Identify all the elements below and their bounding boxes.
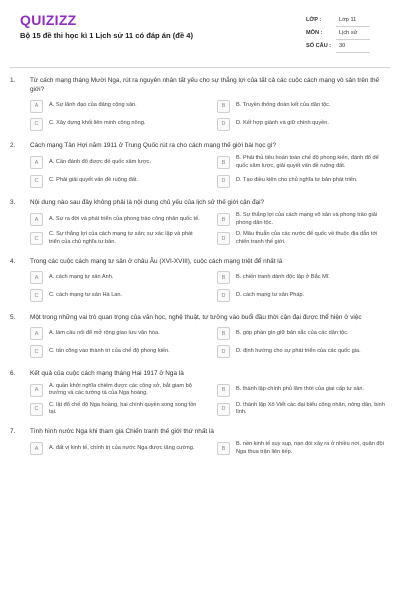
option-letter: B — [217, 442, 230, 455]
option-text: B. Sự thắng lợi của cách mạng vô sản và phong trào giải phóng dân tộc. — [236, 212, 378, 226]
answer-option-b[interactable] — [217, 212, 390, 227]
meta-key: MÔN : — [306, 30, 323, 36]
option-text: B. góp phần gìn giữ bản sắc của các dân tộc. — [236, 329, 349, 336]
meta-value: Lịch sử — [336, 27, 370, 40]
option-text: A. Sự ra đời và phát triển của phong trào công nhân quốc tế. — [49, 215, 200, 222]
option-text: A. quần khởi nghĩa chiếm được các công sở, bắt giam bộ trưởng và các tướng tá của Nga hoàng. — [49, 382, 192, 397]
option-text: A. cách mạng tư sản Anh. — [49, 273, 114, 280]
option-letter: D — [217, 232, 230, 245]
option-letter: C — [30, 403, 43, 416]
worksheet-meta — [306, 14, 370, 53]
question-text: Từ cách mạng tháng Mười Nga, rút ra nguyên nhân tất yếu cho sự thắng lợi của tất cả các cuộc cách mạng vô sản trên thế giới? — [30, 77, 380, 93]
meta-value: Lớp 11 — [336, 14, 370, 27]
option-text: C. cách mạng tư sản Hà Lan. — [49, 291, 123, 298]
answer-option-b[interactable] — [217, 383, 390, 398]
option-text: B. Phải thủ tiêu hoàn toàn chế độ phong kiến, đánh đổ đế quốc xâm lược, giải quyết vấn đề ruộng đất. — [236, 155, 379, 169]
question-text: Trong các cuộc cách mạng tư sản ở châu Âu (XVI-XVIII), cuộc cách mạng triệt để nhất là — [30, 257, 283, 265]
option-letter: B — [217, 156, 230, 169]
option-letter: C — [30, 232, 43, 245]
option-letter: B — [217, 213, 230, 226]
option-text: A. Cần đánh đổ được đế quốc xâm lược. — [49, 158, 151, 165]
question-2 — [10, 141, 390, 188]
option-text: C. Xây dựng khối liên minh công nông. — [49, 120, 146, 127]
answer-option-b[interactable] — [217, 99, 390, 113]
worksheet-header — [10, 0, 390, 64]
answer-option-b[interactable] — [217, 271, 390, 285]
meta-row-count — [306, 40, 370, 53]
question-1 — [10, 76, 390, 131]
option-text: B. thành lập chính phủ lâm thời của giai cấp tư sản. — [236, 386, 365, 393]
option-letter: A — [30, 271, 43, 284]
option-letter: B — [217, 327, 230, 340]
question-text: Cách mạng Tân Hợi năm 1911 ở Trung Quốc rút ra cho cách mạng thế giới bài học gì? — [30, 142, 277, 149]
option-letter: D — [217, 118, 230, 131]
option-letter: D — [217, 289, 230, 302]
answer-option-d[interactable] — [217, 289, 390, 303]
option-letter: C — [30, 118, 43, 131]
question-text: Một trong những vai trò quan trọng của văn học, nghệ thuật, tư tưởng vào buổi đầu thời cận đại được thể hiện ở việc — [30, 313, 362, 321]
option-letter: D — [217, 345, 230, 358]
option-letter: A — [30, 384, 43, 397]
option-letter: A — [30, 100, 43, 113]
answer-option-d[interactable] — [217, 345, 390, 359]
answer-option-a[interactable] — [30, 99, 203, 113]
question-number: 4. — [10, 257, 16, 265]
answer-option-d[interactable] — [217, 402, 390, 417]
answer-option-c[interactable] — [30, 402, 203, 417]
answer-option-d[interactable] — [217, 117, 390, 131]
option-text: A. làm cầu nối để mở rộng giao lưu văn hóa. — [49, 329, 160, 336]
answer-option-a[interactable] — [30, 155, 203, 170]
quizizz-logo: QUIZIZZ — [20, 12, 77, 28]
answer-option-d[interactable] — [217, 231, 390, 246]
answer-option-a[interactable] — [30, 441, 203, 456]
question-7 — [10, 427, 390, 456]
answer-option-c[interactable] — [30, 174, 203, 188]
question-number: 5. — [10, 313, 16, 321]
meta-key: LỚP : — [306, 17, 322, 23]
answer-option-a[interactable] — [30, 271, 203, 285]
answer-option-a[interactable] — [30, 327, 203, 341]
option-text: B. nền kinh tế suy sụp, nạn đói xảy ra ở nhiều nơi, quân đội Nga thua trận liên tiếp. — [236, 440, 384, 455]
option-letter: D — [217, 175, 230, 188]
question-number: 6. — [10, 369, 16, 377]
question-text: Kết quả của cuộc cách mạng tháng Hai 1917 ở Nga là — [30, 369, 184, 377]
question-number: 7. — [10, 427, 16, 435]
option-text: A. Sự lãnh đạo của đảng cộng sản. — [49, 102, 137, 109]
option-letter: A — [30, 156, 43, 169]
answer-option-c[interactable] — [30, 289, 203, 303]
option-letter: A — [30, 442, 43, 455]
question-4 — [10, 257, 390, 303]
question-number: 1. — [10, 77, 16, 84]
option-letter: C — [30, 345, 43, 358]
option-letter: C — [30, 175, 43, 188]
meta-row-subject — [306, 27, 370, 40]
option-text: C. lật đổ chế độ Nga hoàng, hai chính quyền song song tồn tại. — [49, 401, 197, 416]
option-letter: C — [30, 289, 43, 302]
answer-option-b[interactable] — [217, 155, 390, 170]
question-number: 2. — [10, 142, 16, 149]
option-letter: D — [217, 403, 230, 416]
worksheet-title: Bộ 15 đề thi học kì 1 Lịch sử 11 có đáp án (đề 4) — [20, 31, 194, 40]
option-text: C. Sự thắng lợi của cách mạng tư sản; sự xác lập và phát triển của chủ nghĩa tư bản. — [49, 231, 193, 245]
option-text: B. chiến tranh dành độc lập ở Bắc Mĩ. — [236, 273, 330, 280]
question-6 — [10, 369, 390, 417]
question-number: 3. — [10, 199, 16, 207]
option-text: D. định hướng cho sự phát triển của các quốc gia. — [236, 347, 361, 354]
option-text: A. đất vị kinh tế, chính trị của nước Nga được tăng cường. — [49, 444, 195, 451]
meta-value: 30 — [336, 40, 370, 53]
question-text: Nội dung nào sau đây không phải là nội dung chủ yếu của lịch sử thế giới cận đại? — [30, 199, 265, 207]
meta-row-class — [306, 14, 370, 27]
option-text: C. tấn công vào thành trì của chế độ phong kiến. — [49, 347, 170, 354]
answer-option-d[interactable] — [217, 174, 390, 188]
answer-option-c[interactable] — [30, 345, 203, 359]
question-5 — [10, 313, 390, 359]
question-text: Tình hình nước Nga khi tham gia Chiến tranh thế giới thứ nhất là — [30, 427, 214, 435]
meta-key: SỐ CÂU : — [306, 43, 332, 49]
option-text: D. Tạo điều kiện cho chủ nghĩa tư bản phát triển. — [236, 177, 358, 184]
option-text: B. Truyền thống đoàn kết của dân tộc. — [236, 102, 331, 109]
answer-option-b[interactable] — [217, 327, 390, 341]
option-text: D. Kết hợp giành và giữ chính quyền. — [236, 120, 329, 127]
option-text: D. cách mạng tư sản Pháp. — [236, 291, 305, 298]
answer-option-a[interactable] — [30, 212, 203, 227]
option-text: D. Mâu thuẫn của các nước đế quốc về thuộc địa dẫn tới chiến tranh thế giới. — [236, 231, 378, 245]
answer-option-c[interactable] — [30, 231, 203, 246]
option-letter: A — [30, 327, 43, 340]
question-list — [10, 76, 390, 466]
option-letter: B — [217, 384, 230, 397]
option-text: D. thành lập Xô Viết các đại biểu công nhân, nông dân, binh lính. — [236, 401, 385, 416]
option-text: C. Phải giải quyết vấn đề ruộng đất. — [49, 177, 138, 184]
option-letter: B — [217, 100, 230, 113]
option-letter: A — [30, 213, 43, 226]
answer-option-a[interactable] — [30, 383, 203, 398]
header-divider — [10, 67, 390, 68]
option-letter: B — [217, 271, 230, 284]
answer-option-b[interactable] — [217, 441, 390, 456]
question-3 — [10, 198, 390, 246]
answer-option-c[interactable] — [30, 117, 203, 131]
